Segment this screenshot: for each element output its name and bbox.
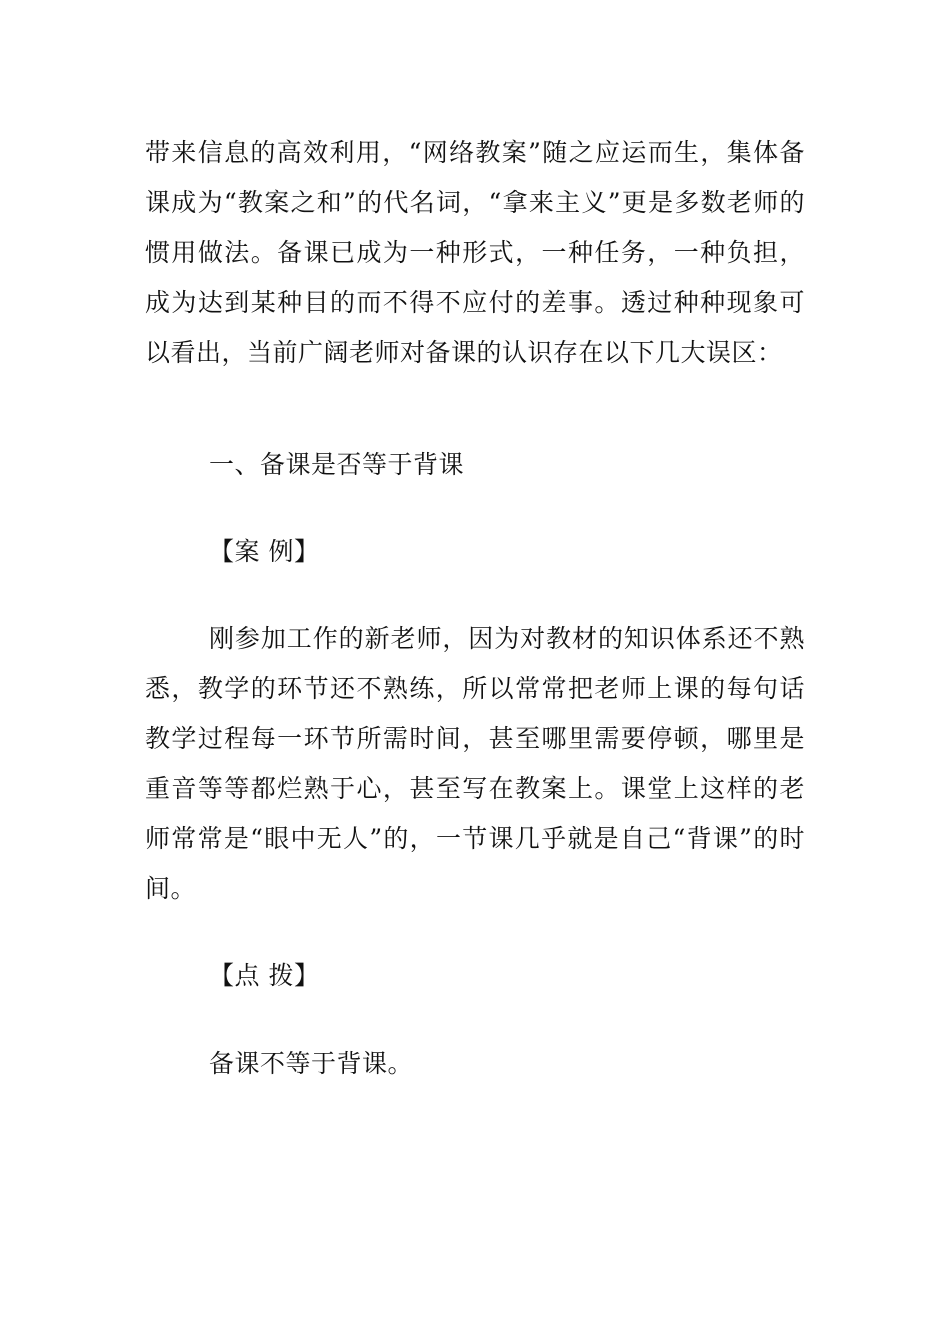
document-body bbox=[145, 128, 805, 1089]
section-heading: 一、备课是否等于背课 bbox=[209, 450, 465, 479]
intro-paragraph: 带来信息的高效利用，“网络教案”随之应运而生，集体备课成为“教案之和”的代名词，“拿来主义”更是多数老师的惯用做法。备课已成为一种形式，一种任务，一种负担，成为达到某种目的而不得不应付的差事。透过种种现象可以看出，当前广阔老师对备课的认识存在以下几大误区： bbox=[145, 138, 805, 367]
commentary-paragraph: 备课不等于背课。 bbox=[209, 1049, 414, 1078]
commentary-label: 【点 拨】 bbox=[209, 961, 320, 990]
case-label: 【案 例】 bbox=[209, 537, 320, 566]
case-paragraph: 刚参加工作的新老师，因为对教材的知识体系还不熟悉，教学的环节还不熟练，所以常常把老师上课的每句话教学过程每一环节所需时间，甚至哪里需要停顿，哪里是重音等等都烂熟于心，甚至写在教案上。课堂上这样的老师常常是“眼中无人”的，一节课几乎就是自己“背课”的时间。 bbox=[145, 624, 805, 903]
